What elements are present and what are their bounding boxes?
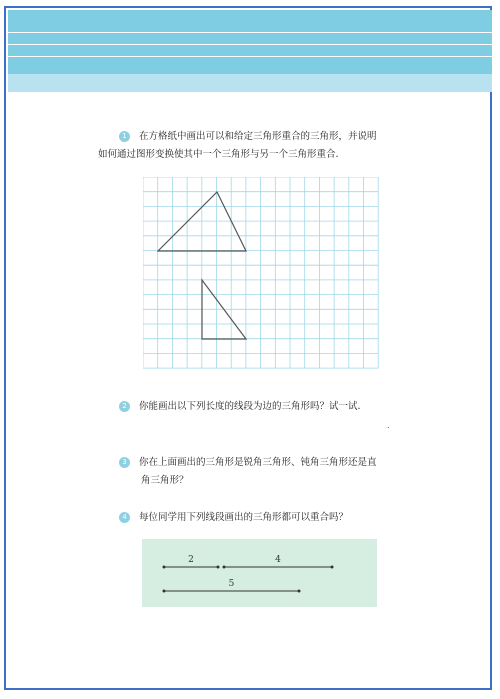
header-band <box>8 10 492 74</box>
question-3-line1 <box>119 454 377 472</box>
grid-lines <box>143 177 378 368</box>
segment-box <box>142 539 377 607</box>
question-4 <box>119 509 348 527</box>
question-4-text: 每位同学用下列线段画出的三角形都可以重合吗？ <box>139 512 349 523</box>
segment-endpoint <box>163 590 166 593</box>
question-2 <box>119 398 361 416</box>
header-line <box>8 56 492 57</box>
segment-label: 2 <box>188 555 194 565</box>
question-2-number: 2 <box>119 401 130 412</box>
question-1-text: 在方格纸中画出可以和给定三角形重合的三角形，并说明 <box>139 131 377 142</box>
segment-label: 5 <box>228 579 235 589</box>
header-line <box>8 44 492 45</box>
grid-paper <box>143 177 379 371</box>
segments-group <box>163 555 334 593</box>
question-2-text: 你能画出以下列长度的线段为边的三角形吗？试一试. <box>139 401 361 412</box>
segments-figure <box>142 539 377 607</box>
question-4-number: 4 <box>119 512 130 523</box>
question-1-line1 <box>119 128 377 146</box>
question-1-number: 1 <box>119 131 130 142</box>
segment-label: 4 <box>275 555 281 565</box>
question-3-line2: 角三角形？ <box>141 475 189 486</box>
segment-endpoint <box>163 566 166 569</box>
header-strip <box>8 74 492 92</box>
question-3-text: 你在上面画出的三角形是锐角三角形、钝角三角形还是直 <box>139 457 377 468</box>
question-1-line2: 如何通过图形变换使其中一个三角形与另一个三角形重合. <box>98 149 339 160</box>
segment-endpoint <box>298 590 301 593</box>
segment-endpoint <box>331 566 334 569</box>
header-line <box>8 32 492 33</box>
question-3-number: 3 <box>119 457 130 468</box>
segment-endpoint <box>217 566 220 569</box>
stray-dot: . <box>387 421 390 430</box>
segment-endpoint <box>223 566 226 569</box>
